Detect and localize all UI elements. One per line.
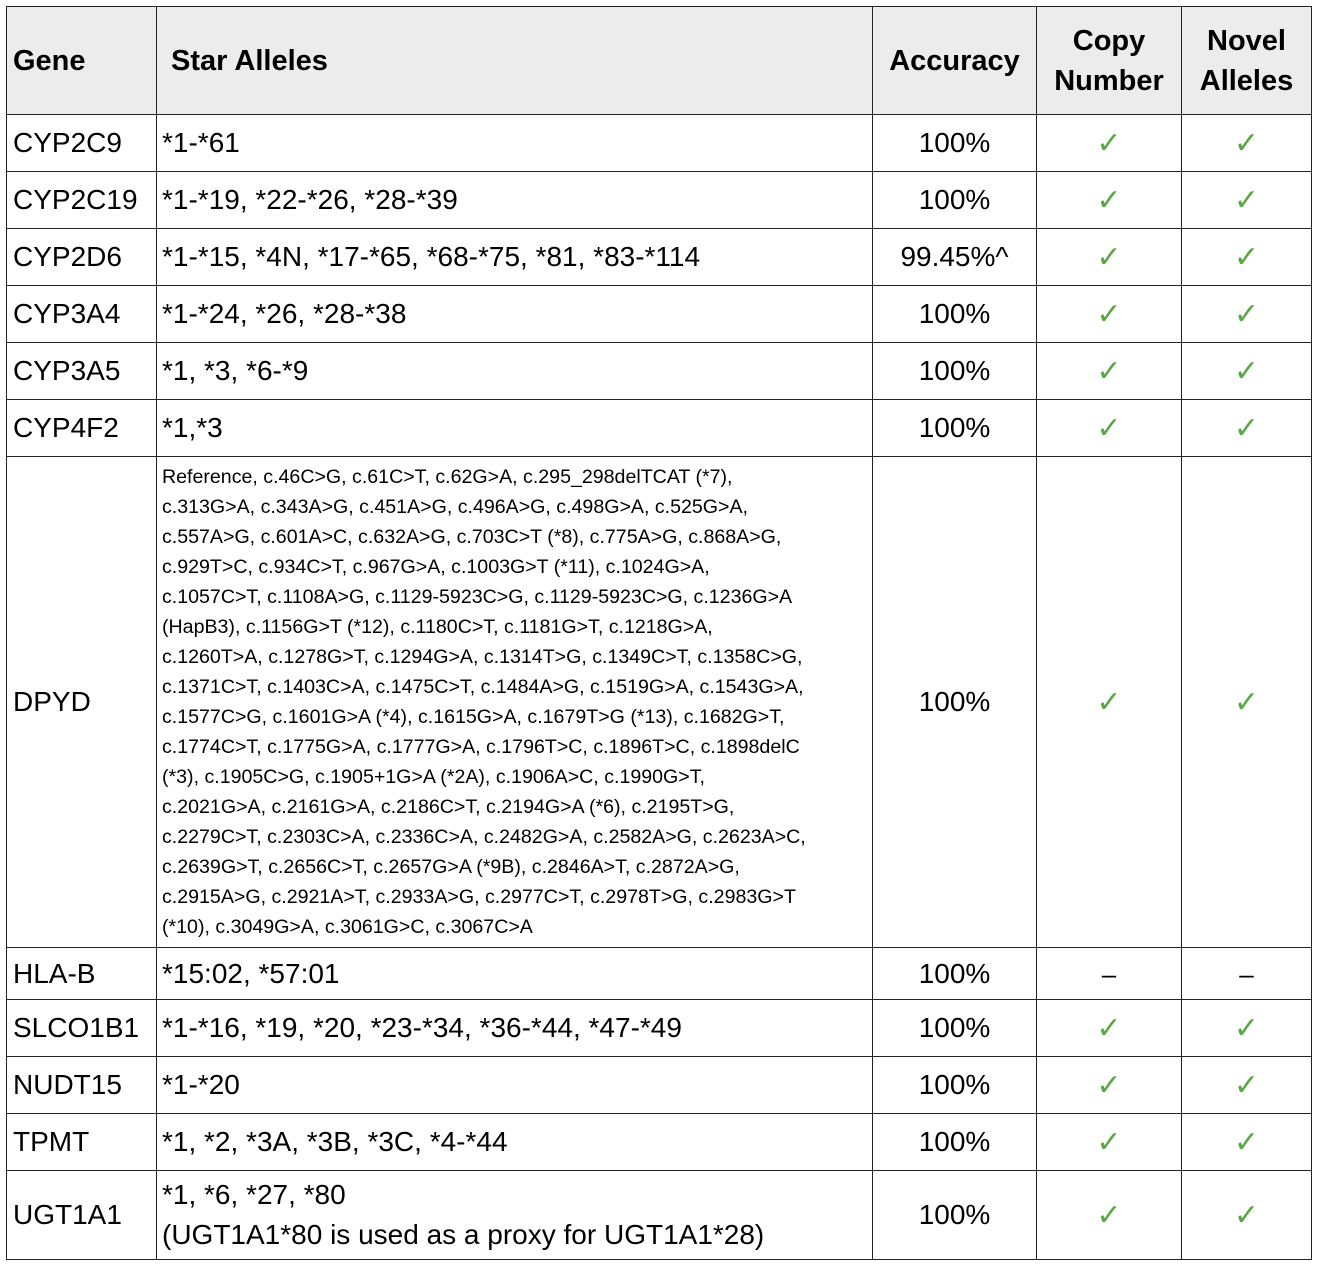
dpyd-allele-line: c.557A>G, c.601A>C, c.632A>G, c.703C>T (*8), c.775A>G, c.868A>G,	[162, 526, 782, 548]
table-row-nudt15	[7, 1057, 1312, 1114]
table-row-cyp2c9	[7, 115, 1312, 172]
accuracy-cell: 100%	[873, 1171, 1037, 1260]
dpyd-allele-line: (HapB3), c.1156G>T (*12), c.1180C>T, c.1181G>T, c.1218G>A,	[162, 616, 713, 638]
dpyd-allele-line: c.2279C>T, c.2303C>A, c.2336C>A, c.2482G>A, c.2582A>G, c.2623A>C,	[162, 826, 806, 848]
accuracy-cell: 100%	[873, 1057, 1037, 1114]
accuracy-cell: 100%	[873, 343, 1037, 400]
star-alleles-cell: *1, *3, *6-*9	[157, 343, 873, 400]
dpyd-allele-line: Reference, c.46C>G, c.61C>T, c.62G>A, c.295_298delTCAT (*7),	[162, 466, 733, 488]
star-alleles-table	[6, 6, 1312, 1260]
novel-alleles-header	[1182, 7, 1312, 115]
table-row-ugt1a1	[7, 1171, 1312, 1260]
star-alleles-cell: *1-*16, *19, *20, *23-*34, *36-*44, *47-*49	[157, 1000, 873, 1057]
checkmark-icon: ✓	[1233, 296, 1260, 332]
star-alleles-cell: *1-*61	[157, 115, 873, 172]
accuracy-cell: 100%	[873, 400, 1037, 457]
novel-alleles-cell	[1182, 1000, 1312, 1057]
gene-cell: CYP2C19	[7, 172, 157, 229]
not-applicable-dash: –	[1101, 958, 1117, 989]
dpyd-allele-line: c.1371C>T, c.1403C>A, c.1475C>T, c.1484A>G, c.1519G>A, c.1543G>A,	[162, 676, 804, 698]
ugt1a1-alleles-line: *1, *6, *27, *80	[162, 1179, 346, 1210]
checkmark-icon: ✓	[1233, 125, 1260, 161]
dpyd-allele-line: c.2915A>G, c.2921A>T, c.2933A>G, c.2977C>T, c.2978T>G, c.2983G>T	[162, 886, 796, 908]
novel-alleles-header-line1: Novel	[1207, 24, 1286, 57]
star-alleles-cell: *1,*3	[157, 400, 873, 457]
novel-alleles-cell	[1182, 1171, 1312, 1260]
checkmark-icon: ✓	[1096, 684, 1122, 720]
checkmark-icon: ✓	[1233, 1010, 1260, 1046]
star-alleles-header: Star Alleles	[157, 7, 873, 115]
dpyd-allele-line: c.2021G>A, c.2161G>A, c.2186C>T, c.2194G>A (*6), c.2195T>G,	[162, 796, 735, 818]
checkmark-icon: ✓	[1096, 410, 1122, 446]
star-alleles-cell	[157, 457, 873, 948]
dpyd-allele-line: c.1260T>A, c.1278G>T, c.1294G>A, c.1314T>G, c.1349C>T, c.1358C>G,	[162, 646, 803, 668]
gene-cell: SLCO1B1	[7, 1000, 157, 1057]
table-row-cyp3a4	[7, 286, 1312, 343]
checkmark-icon: ✓	[1233, 353, 1260, 389]
checkmark-icon: ✓	[1096, 1010, 1122, 1046]
checkmark-icon: ✓	[1233, 1067, 1260, 1103]
gene-cell: TPMT	[7, 1114, 157, 1171]
table-row-dpyd	[7, 457, 1312, 948]
copy-number-cell	[1037, 1000, 1182, 1057]
copy-number-cell	[1037, 948, 1182, 1000]
checkmark-icon: ✓	[1233, 182, 1260, 218]
copy-number-cell	[1037, 286, 1182, 343]
novel-alleles-cell	[1182, 1114, 1312, 1171]
accuracy-header: Accuracy	[873, 7, 1037, 115]
star-alleles-cell: *1-*20	[157, 1057, 873, 1114]
checkmark-icon: ✓	[1096, 182, 1122, 218]
star-alleles-cell: *15:02, *57:01	[157, 948, 873, 1000]
accuracy-cell: 100%	[873, 286, 1037, 343]
dpyd-allele-line: c.1057C>T, c.1108A>G, c.1129-5923C>G, c.1129-5923C>G, c.1236G>A	[162, 586, 793, 608]
novel-alleles-cell	[1182, 948, 1312, 1000]
accuracy-cell: 100%	[873, 948, 1037, 1000]
checkmark-icon: ✓	[1096, 1067, 1122, 1103]
checkmark-icon: ✓	[1096, 1124, 1122, 1160]
copy-number-cell	[1037, 343, 1182, 400]
copy-number-cell	[1037, 1171, 1182, 1260]
table-row-hla-b	[7, 948, 1312, 1000]
gene-header: Gene	[7, 7, 157, 115]
novel-alleles-cell	[1182, 172, 1312, 229]
copy-number-cell	[1037, 229, 1182, 286]
checkmark-icon: ✓	[1233, 1124, 1260, 1160]
dpyd-allele-line: (*10), c.3049G>A, c.3061G>C, c.3067C>A	[162, 916, 533, 938]
gene-cell: UGT1A1	[7, 1171, 157, 1260]
copy-number-cell	[1037, 457, 1182, 948]
checkmark-icon: ✓	[1096, 296, 1122, 332]
table-row-cyp2d6	[7, 229, 1312, 286]
header-row	[7, 7, 1312, 115]
dpyd-allele-line: c.1774C>T, c.1775G>A, c.1777G>A, c.1796T>C, c.1896T>C, c.1898delC	[162, 736, 800, 758]
checkmark-icon: ✓	[1233, 239, 1260, 275]
checkmark-icon: ✓	[1233, 684, 1260, 720]
novel-alleles-cell	[1182, 286, 1312, 343]
gene-cell: DPYD	[7, 457, 157, 948]
accuracy-cell: 100%	[873, 457, 1037, 948]
novel-alleles-cell	[1182, 400, 1312, 457]
accuracy-cell: 100%	[873, 1114, 1037, 1171]
copy-number-header-line2: Number	[1054, 64, 1164, 97]
copy-number-header-line1: Copy	[1072, 24, 1146, 57]
accuracy-cell: 99.45%^	[873, 229, 1037, 286]
not-applicable-dash: –	[1239, 958, 1254, 989]
gene-cell: CYP2C9	[7, 115, 157, 172]
gene-cell: HLA-B	[7, 948, 157, 1000]
copy-number-cell	[1037, 115, 1182, 172]
accuracy-cell: 100%	[873, 172, 1037, 229]
novel-alleles-cell	[1182, 229, 1312, 286]
star-alleles-cell: *1-*19, *22-*26, *28-*39	[157, 172, 873, 229]
star-alleles-cell: *1-*24, *26, *28-*38	[157, 286, 873, 343]
star-alleles-cell: *1-*15, *4N, *17-*65, *68-*75, *81, *83-*114	[157, 229, 873, 286]
copy-number-cell	[1037, 172, 1182, 229]
table-row-cyp4f2	[7, 400, 1312, 457]
gene-cell: CYP3A4	[7, 286, 157, 343]
novel-alleles-header-line2: Alleles	[1199, 64, 1294, 97]
accuracy-cell: 100%	[873, 115, 1037, 172]
gene-cell: CYP3A5	[7, 343, 157, 400]
checkmark-icon: ✓	[1096, 1197, 1122, 1233]
copy-number-cell	[1037, 1057, 1182, 1114]
novel-alleles-cell	[1182, 1057, 1312, 1114]
novel-alleles-cell	[1182, 343, 1312, 400]
star-alleles-cell	[157, 1171, 873, 1260]
dpyd-allele-line: c.929T>C, c.934C>T, c.967G>A, c.1003G>T (*11), c.1024G>A,	[162, 556, 710, 578]
dpyd-allele-line: c.1577C>G, c.1601G>A (*4), c.1615G>A, c.1679T>G (*13), c.1682G>T,	[162, 706, 785, 728]
gene-cell: CYP2D6	[7, 229, 157, 286]
checkmark-icon: ✓	[1233, 410, 1260, 446]
table-row-slco1b1	[7, 1000, 1312, 1057]
checkmark-icon: ✓	[1096, 125, 1122, 161]
accuracy-cell: 100%	[873, 1000, 1037, 1057]
copy-number-cell	[1037, 1114, 1182, 1171]
ugt1a1-proxy-note: (UGT1A1*80 is used as a proxy for UGT1A1*28)	[162, 1219, 765, 1250]
novel-alleles-cell	[1182, 115, 1312, 172]
table-row-cyp2c19	[7, 172, 1312, 229]
table-row-tpmt	[7, 1114, 1312, 1171]
dpyd-allele-line: (*3), c.1905C>G, c.1905+1G>A (*2A), c.1906A>C, c.1990G>T,	[162, 766, 705, 788]
table-row-cyp3a5	[7, 343, 1312, 400]
copy-number-header	[1037, 7, 1182, 115]
gene-cell: CYP4F2	[7, 400, 157, 457]
dpyd-allele-line: c.2639G>T, c.2656C>T, c.2657G>A (*9B), c.2846A>T, c.2872A>G,	[162, 856, 740, 878]
checkmark-icon: ✓	[1096, 239, 1122, 275]
novel-alleles-cell	[1182, 457, 1312, 948]
gene-cell: NUDT15	[7, 1057, 157, 1114]
star-alleles-cell: *1, *2, *3A, *3B, *3C, *4-*44	[157, 1114, 873, 1171]
checkmark-icon: ✓	[1096, 353, 1122, 389]
copy-number-cell	[1037, 400, 1182, 457]
dpyd-allele-line: c.313G>A, c.343A>G, c.451A>G, c.496A>G, c.498G>A, c.525G>A,	[162, 496, 748, 518]
checkmark-icon: ✓	[1233, 1197, 1260, 1233]
